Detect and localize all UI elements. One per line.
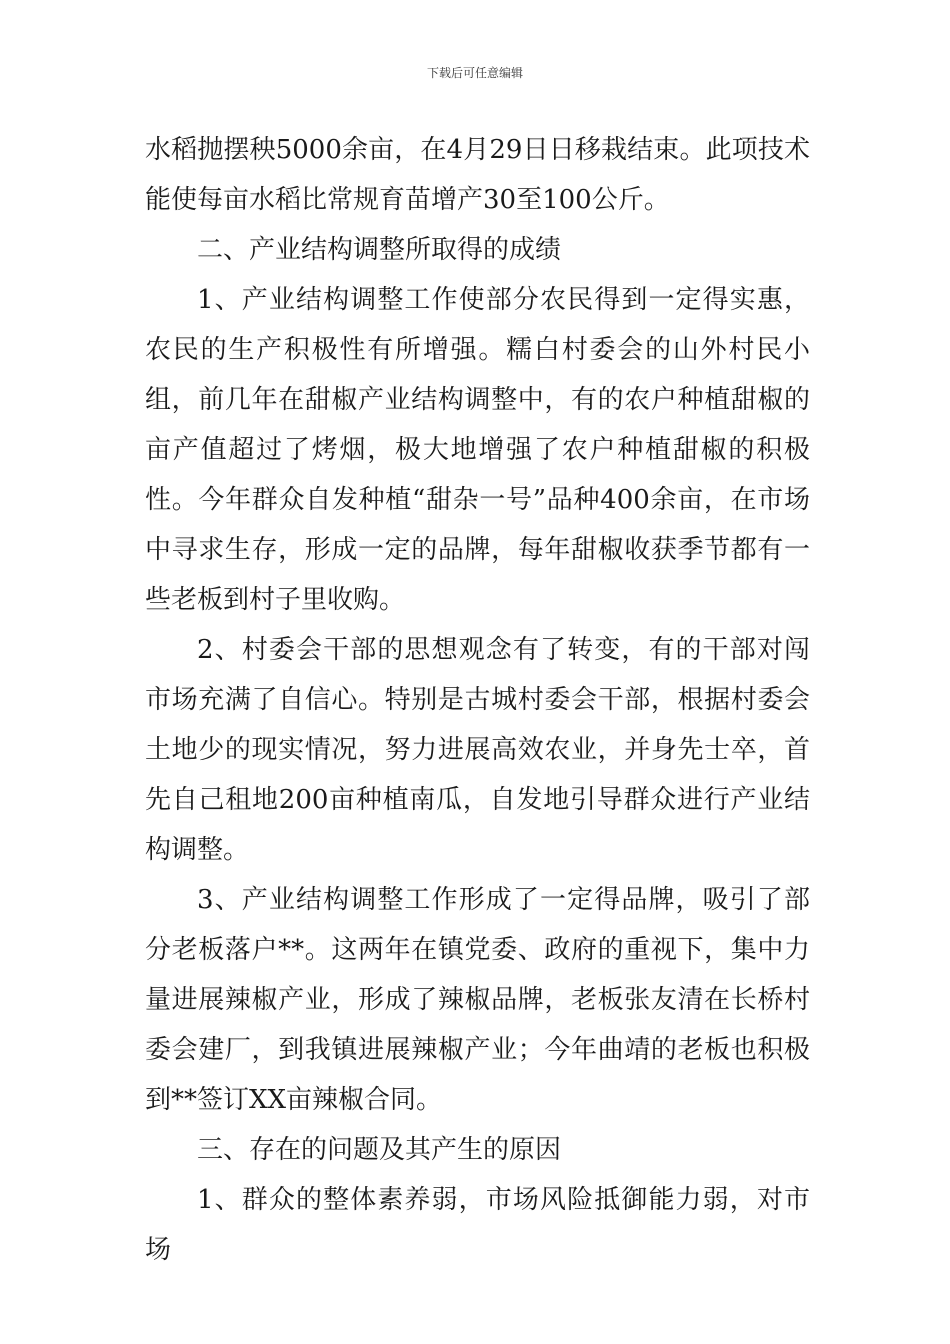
section-heading-achievements: 二、产业结构调整所取得的成绩 [197,235,562,265]
paragraph-achievement-3: 3、产业结构调整工作形成了一定得品牌，吸引了部分老板落户**。这两年在镇党委、政府的重视下，集中力量进展辣椒产业，形成了辣椒品牌，老板张友清在长桥村委会建厂，到我镇进展辣椒产业；今年曲靖的老板也积极到**签订XX亩辣椒合同。 [145,885,810,1115]
paragraph-achievement-1: 1、产业结构调整工作使部分农民得到一定得实惠，农民的生产积极性有所增强。糯白村委会的山外村民小组，前几年在甜椒产业结构调整中，有的农户种植甜椒的亩产值超过了烤烟，极大地增强了农户种植甜椒的积极性。今年群众自发种植“甜杂一号”品种400余亩，在市场中寻求生存，形成一定的品牌，每年甜椒收获季节都有一些老板到村子里收购。 [145,285,810,615]
paragraph-continuation: 水稻抛摆秧5000余亩，在4月29日日移栽结束。此项技术能使每亩水稻比常规育苗增产30至100公斤。 [145,135,810,215]
page-header: 下载后可任意编辑 [426,66,523,80]
paragraph-achievement-2: 2、村委会干部的思想观念有了转变，有的干部对闯市场充满了自信心。特别是古城村委会干部，根据村委会土地少的现实情况，努力进展高效农业，并身先士卒，首先自己租地200亩种植南瓜，自发地引导群众进行产业结构调整。 [145,635,810,865]
paragraph-problem-1: 1、群众的整体素养弱，市场风险抵御能力弱，对市场 [145,1185,810,1265]
section-heading-problems: 三、存在的问题及其产生的原因 [197,1135,562,1165]
document-body [145,125,810,1275]
